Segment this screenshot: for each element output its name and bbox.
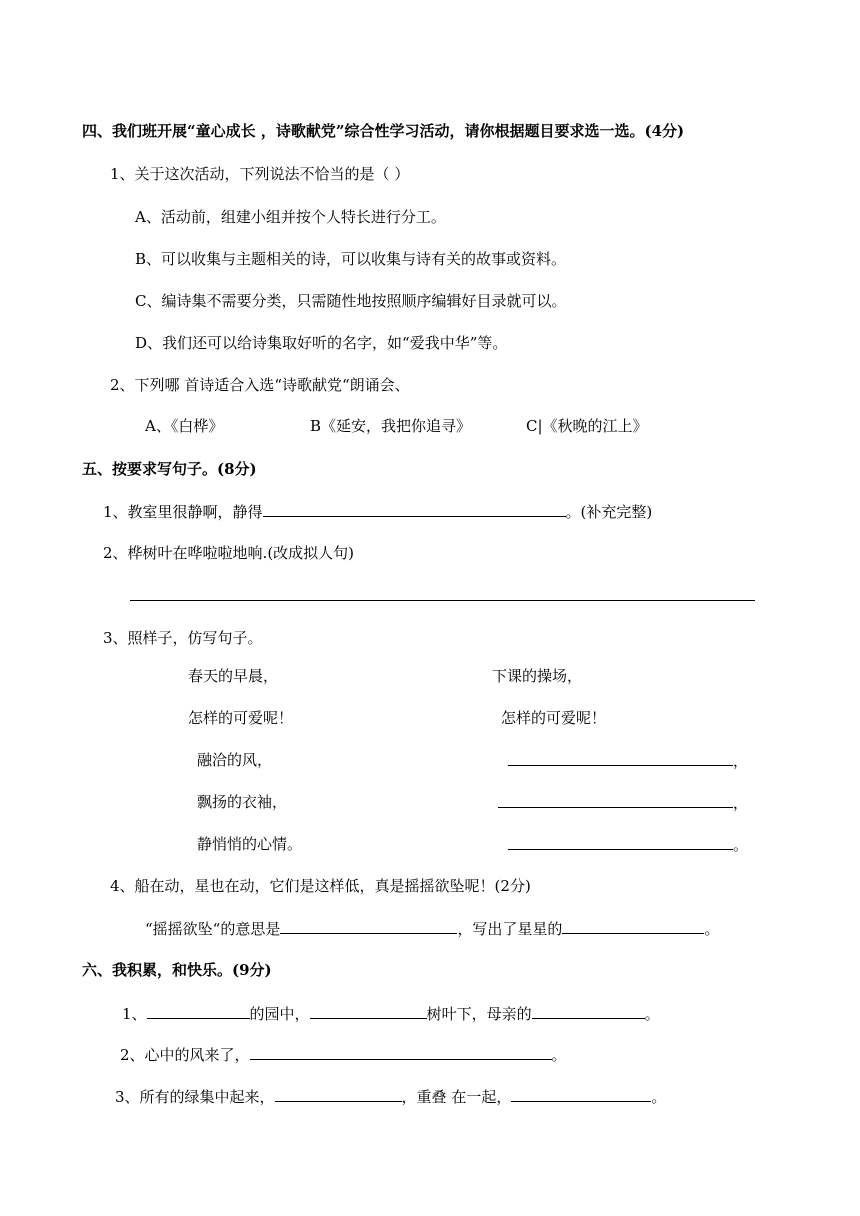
q6-1-num: 1、 [122, 1005, 147, 1023]
q5-2-answer-line[interactable] [130, 600, 755, 601]
q5-4-stem: 4、船在动，星也在动，它们是这样低，真是摇摇欲坠呢！(2分) [110, 877, 531, 895]
q5-3-blank-2[interactable] [498, 791, 733, 808]
q6-1-blank-2[interactable] [310, 1002, 427, 1019]
q5-3-example-line-1: 春天的早晨， [188, 667, 279, 685]
q6-1 [122, 1002, 660, 1025]
q5-4-blank-2[interactable] [562, 917, 704, 934]
q5-3-blank-1[interactable] [508, 749, 733, 766]
q6-3-blank-1[interactable] [275, 1085, 402, 1102]
section4-heading: 四、我们班开展“童心成长 ，诗歌献党”综合性学习活动，请你根据题目要求选一选。(4分) [82, 122, 685, 140]
q5-4-part1: “摇摇欲坠“的意思是 [145, 920, 281, 938]
q5-1-prefix: 1、教室里很静啊，静得 [103, 503, 263, 521]
q4-2-stem: 2、下列哪 首诗适合入选“诗歌献党“朗诵会、 [110, 376, 410, 394]
q5-1-suffix: 。(补充完整) [565, 503, 653, 521]
q6-2-prefix: 2、心中的风来了， [120, 1046, 250, 1064]
q5-3-imitate-blank-1 [508, 749, 748, 772]
q5-3-stem: 3、照样子，仿写句子。 [103, 629, 263, 647]
q6-3-mid: ，重叠 在一起， [401, 1088, 512, 1106]
q5-3-example-line-3: 融洽的风， [197, 751, 273, 769]
q4-1-option-c: C、编诗集不需要分类，只需随性地按照顺序编辑好目录就可以。 [135, 292, 567, 310]
q5-4-fill [145, 917, 719, 940]
q5-3-imitate-blank-3 [508, 833, 748, 856]
section6-heading: 六、我积累，和快乐。(9分) [82, 961, 272, 979]
q6-3-suffix: 。 [651, 1088, 667, 1106]
q4-1-stem: 1、关于这次活动，下列说法不恰当的是（ ） [110, 165, 410, 183]
q4-2-option-a: A、《白桦》 [145, 417, 224, 435]
q5-3-example-line-4: 飘扬的衣袖， [197, 793, 288, 811]
q5-4-part3: 。 [704, 920, 720, 938]
q6-1-text-3: 。 [644, 1005, 660, 1023]
q6-1-blank-1[interactable] [147, 1002, 250, 1019]
q5-3-imitate-line-2: 怎样的可爱呢！ [501, 709, 607, 727]
q4-2-option-b: B《延安，我把你追寻》 [310, 417, 472, 435]
q5-3-imitate-line-1: 下课的操场， [492, 667, 583, 685]
q4-1-option-d: D、我们还可以给诗集取好听的名字，如“爱我中华”等。 [135, 334, 508, 352]
q5-4-part2: ，写出了星星的 [457, 920, 563, 938]
q5-3-punct-1: ， [733, 752, 749, 770]
q5-3-imitate-blank-2 [498, 791, 748, 814]
q4-2-option-c: C|《秋晚的江上》 [526, 417, 648, 435]
q5-1-answer-blank[interactable] [263, 500, 566, 517]
q5-3-example-line-2: 怎样的可爱呢！ [188, 709, 294, 727]
q6-3 [115, 1085, 666, 1108]
q5-3-blank-3[interactable] [508, 833, 733, 850]
q5-2-stem: 2、桦树叶在哗啦啦地响.(改成拟人句) [103, 544, 355, 562]
q6-1-text-2: 树叶下，母亲的 [426, 1005, 532, 1023]
q6-1-blank-3[interactable] [532, 1002, 645, 1019]
q6-2-suffix: 。 [551, 1046, 567, 1064]
q6-1-text-1: 的园中， [249, 1005, 310, 1023]
q6-3-prefix: 3、所有的绿集中起来， [115, 1088, 275, 1106]
q5-3-example-line-5: 静悄悄的心情。 [197, 835, 303, 853]
q6-2 [120, 1043, 567, 1066]
q5-3-punct-2: ， [733, 794, 749, 812]
section5-heading: 五、按要求写句子。(8分) [82, 460, 257, 478]
q6-2-blank[interactable] [250, 1043, 552, 1060]
q4-1-option-a: A、活动前，组建小组并按个人特长进行分工。 [135, 208, 446, 226]
q6-3-blank-2[interactable] [511, 1085, 651, 1102]
q4-1-option-b: B、可以收集与主题相关的诗，可以收集与诗有关的故事或资料。 [135, 250, 567, 268]
q5-4-blank-1[interactable] [280, 917, 457, 934]
q5-3-punct-3: 。 [733, 836, 749, 854]
q5-1 [103, 500, 652, 523]
